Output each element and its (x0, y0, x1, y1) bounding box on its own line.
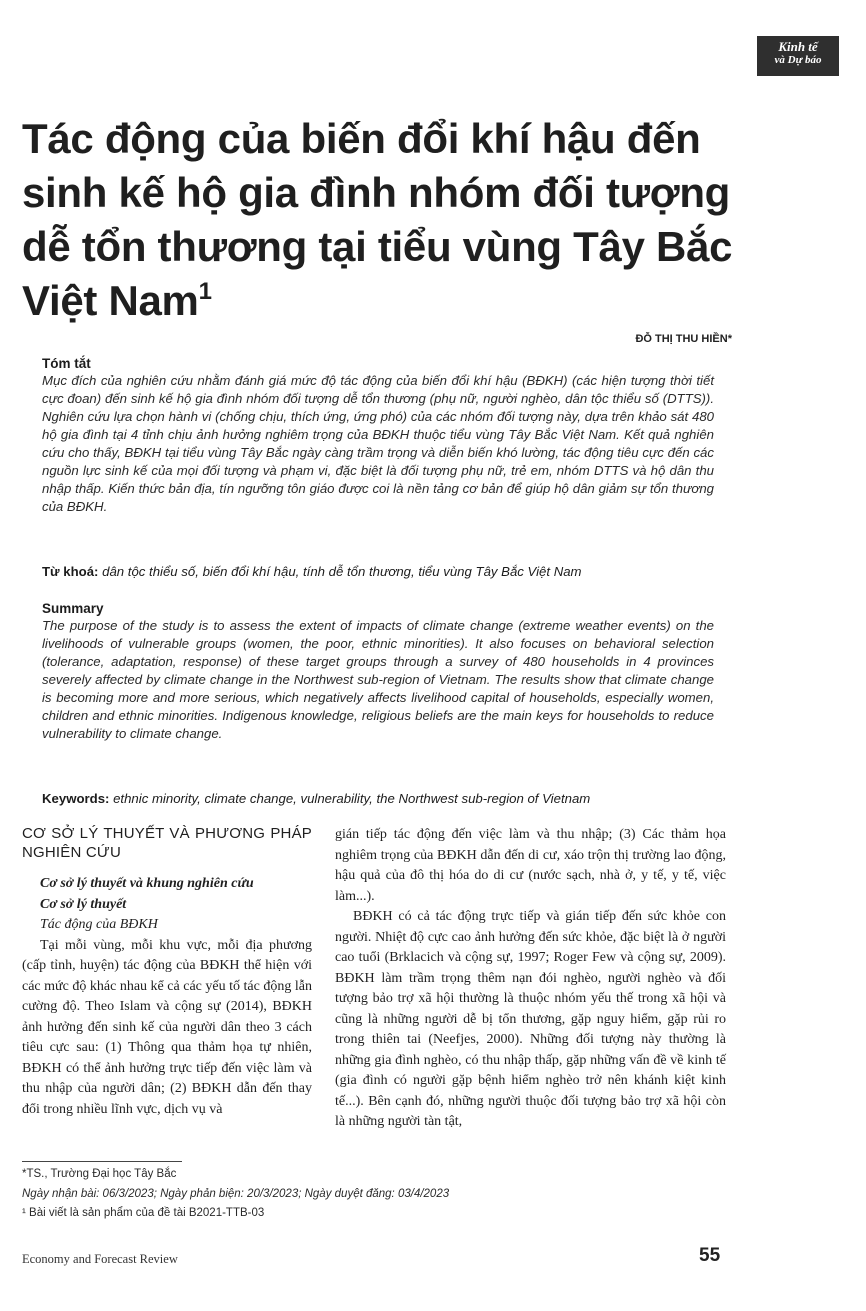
badge-line2: và Dự báo (774, 54, 822, 66)
abstract-vi-heading: Tóm tắt (42, 356, 91, 371)
article-title (22, 112, 742, 328)
journal-badge (757, 36, 839, 76)
page-number: 55 (699, 1245, 721, 1266)
keywords-vi-text: dân tộc thiểu số, biến đổi khí hậu, tính dễ tổn thương, tiểu vùng Tây Bắc Việt Nam (102, 564, 582, 579)
keywords-en-label: Keywords: (42, 791, 110, 806)
right-paragraph-1: gián tiếp tác động đến việc làm và thu nhập; (3) Các thảm họa nghiêm trọng của BĐKH dẫn đến di cư, xáo trộn thị trường lao động, hậu quả của đô thị hóa do di cư (nước sạch, nhà ở, y tế, y tế, việc làm...). (335, 827, 726, 904)
footnote-divider (22, 1161, 182, 1162)
abstract-en-text: The purpose of the study is to assess the extent of impacts of climate change (extreme weather events) on the livelihoods of vulnerable groups (women, the poor, ethnic minorities). It also focuses on behavioral selection (tolerance, adaptation, response) of these target groups through a survey of 480 households in 4 provinces severely affected by climate change in the Northwest sub-region of Vietnam. The results show that climate change is becoming more and more serious, which negatively affects livelihood capital of households, especially women, children and ethnic minorities. Indigenous knowledge, religious beliefs are the main keys for households to reduce vulnerability to climate change. (42, 618, 714, 741)
subheading-theory-framework: Cơ sở lý thuyết và khung nghiên cứu (40, 876, 254, 891)
keywords-en (42, 790, 722, 808)
article-title-text: Tác động của biến đổi khí hậu đến sinh kế hộ gia đình nhóm đối tượng dễ tổn thương tại tiểu vùng Tây Bắc Việt Nam (22, 115, 733, 324)
right-column (335, 825, 726, 1133)
subheading-theory: Cơ sở lý thuyết (40, 896, 127, 912)
footnote-affiliation: *TS., Trường Đại học Tây Bắc (22, 1168, 177, 1180)
title-footnote-marker: 1 (198, 278, 212, 305)
keywords-vi (42, 563, 722, 581)
abstract-en-heading: Summary (42, 601, 104, 616)
abstract-vi (42, 355, 714, 516)
left-paragraph: Tại mỗi vùng, mỗi khu vực, mỗi địa phương (cấp tỉnh, huyện) tác động của BĐKH thể hiện với các mức độ khác nhau kể cả các yếu tố tác động lẫn cường độ. Theo Islam và cộng sự (2014), BĐKH ảnh hưởng đến sinh kế của người dân theo 3 cách tiêu cực sau: (1) Thông qua thảm họa tự nhiên, BĐKH có thể ảnh hưởng trực tiếp đến việc làm và thu nhập của người dân; (2) BĐKH dẫn đến thay đổi trong nhiều lĩnh vực, dịch vụ và (22, 937, 312, 1117)
badge-line1: Kinh tế (778, 39, 818, 54)
keywords-en-text: ethnic minority, climate change, vulnerability, the Northwest sub-region of Vietnam (113, 791, 591, 806)
right-paragraph-2: BĐKH có cả tác động trực tiếp và gián tiếp đến sức khỏe con người. Nhiệt độ cực cao ảnh hưởng đến sức khỏe, đặc biệt là ở người cao tuổi (Brklacich và cộng sự, 1997; Roger Few và cộng sự, 2009). BĐKH làm trầm trọng thêm nạn đói nghèo, người nghèo và đối tượng bảo trợ xã hội thường là thuộc nhóm yếu thế trong xã hội và cũng là những người dễ bị tổn thương, gặp nguy hiểm, gặp rủi ro trong thiên tai (Neefjes, 2000). Những đối tượng này thường là những gia đình nghèo, có thu nhập thấp, gặp những vấn đề về kinh tế (gia đình có người gặp bệnh hiểm nghèo trở nên khánh kiệt kinh tế...). Bên cạnh đó, những người thuộc đối tượng bảo trợ xã hội còn là những người tàn tật, (335, 909, 726, 1129)
journal-name: Economy and Forecast Review (22, 1252, 178, 1266)
keywords-vi-label: Từ khoá: (42, 564, 99, 579)
subheading-impact: Tác động của BĐKH (40, 917, 158, 932)
abstract-en (42, 600, 714, 743)
footnote-dates: Ngày nhận bài: 06/3/2023; Ngày phản biện: 20/3/2023; Ngày duyệt đăng: 03/4/2023 (22, 1188, 450, 1200)
footnote-project: ¹ Bài viết là sản phẩm của đề tài B2021-TTB-03 (22, 1207, 265, 1219)
author-name: ĐỖ THỊ THU HIỀN* (635, 333, 732, 345)
section-heading: CƠ SỞ LÝ THUYẾT VÀ PHƯƠNG PHÁP NGHIÊN CỨU (22, 825, 312, 861)
abstract-vi-text: Mục đích của nghiên cứu nhằm đánh giá mức độ tác động của biến đổi khí hậu (BĐKH) (các hiện tượng thời tiết cực đoan) đến sinh kế hộ gia đình nhóm đối tượng dễ tổn thương (phụ nữ, người nghèo, dân tộc thiểu số (DTTS)). Nghiên cứu lựa chọn hành vi (chống chịu, thích ứng, ứng phó) của các nhóm đối tượng này, dựa trên khảo sát 480 hộ gia đình tại 4 tỉnh chịu ảnh hưởng nghiêm trọng của BĐKH thuộc tiểu vùng Tây Bắc Việt Nam. Kết quả nghiên cứu cho thấy, BĐKH tại tiểu vùng Tây Bắc ngày càng trầm trọng và diễn biến khó lường, tác động tiêu cực đến các nguồn lực sinh kế của mọi đối tượng và phạm vi, đặc biệt là đối tượng phụ nữ, trẻ em, nhóm DTTS và hộ dân thu nhập thấp. Kiến thức bản địa, tín ngưỡng tôn giáo được coi là nền tảng cơ bản để giúp hộ dân giảm sự tổn thương của BĐKH. (42, 373, 714, 514)
left-column (22, 824, 312, 1120)
